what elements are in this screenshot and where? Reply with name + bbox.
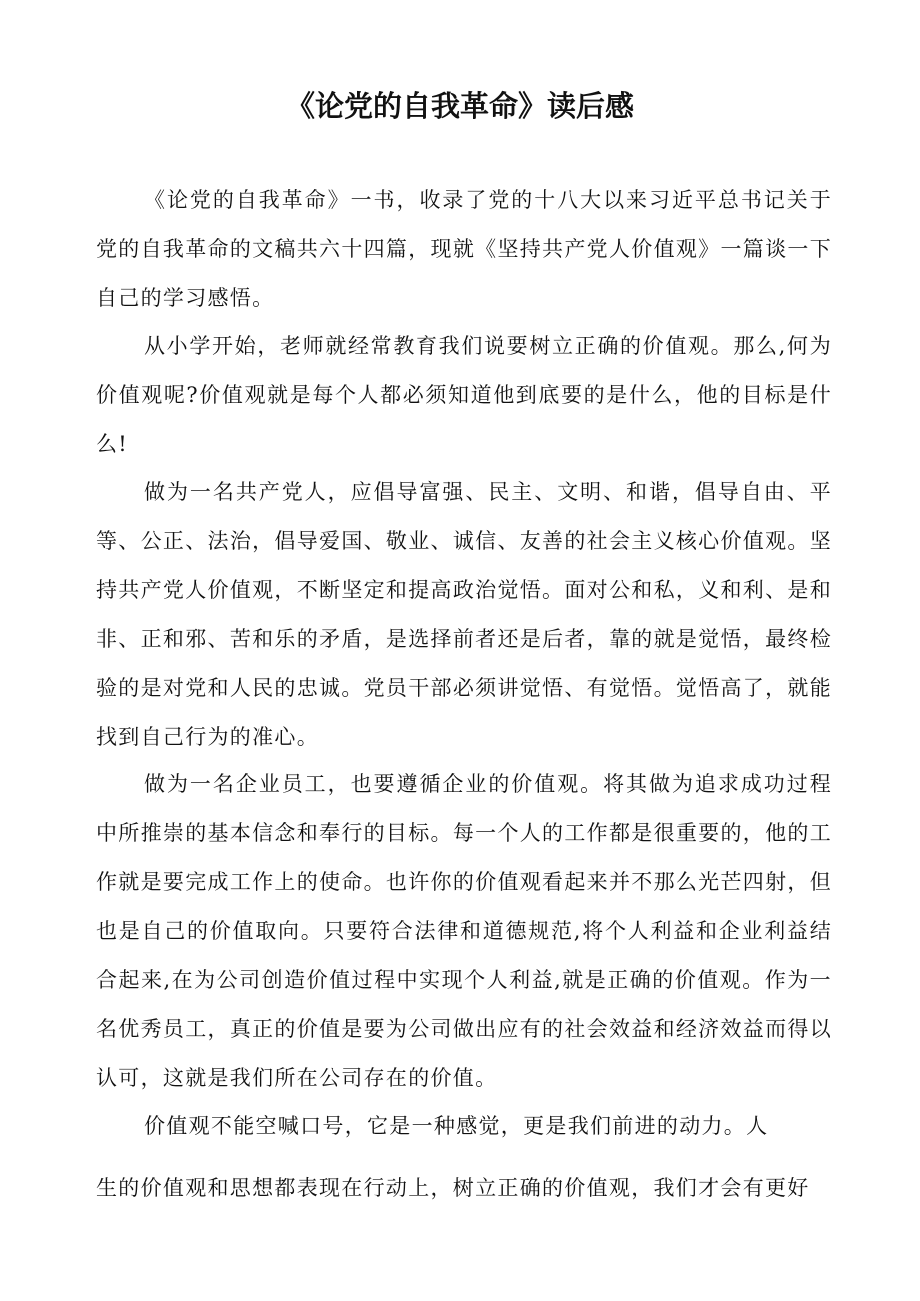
paragraph-2: 从小学开始，老师就经常教育我们说要树立正确的价值观。那么,何为价值观呢?价值观就是每个人都必须知道他到底要的是什么，他的目标是什么! — [96, 334, 832, 456]
paragraph-6: 生的价值观和思想都表现在行动上，树立正确的价值观，我们才会有更好 — [96, 1176, 810, 1200]
paragraph-1: 《论党的自我革命》一书，收录了党的十八大以来习近平总书记关于党的自我革命的文稿共六十四篇，现就《坚持共产党人价值观》一篇谈一下自己的学习感悟。 — [96, 188, 832, 310]
document-title: 《论党的自我革命》读后感 — [285, 89, 634, 123]
paragraph-4: 做为一名企业员工，也要遵循企业的价值观。将其做为追求成功过程中所推崇的基本信念和奉行的目标。每一个人的工作都是很重要的，他的工作就是要完成工作上的使命。也许你的价值观看起来并不那么光芒四射，但也是自己的价值取向。只要符合法律和道德规范,将个人利益和企业利益结合起来,在为公司创造价值过程中实现个人利益,就是正确的价值观。作为一名优秀员工，真正的价值是要为公司做出应有的社会效益和经济效益而得以认可，这就是我们所在公司存在的价值。 — [96, 772, 832, 1090]
paragraph-5: 价值观不能空喊口号，它是一种感觉，更是我们前进的动力。人 — [144, 1114, 769, 1138]
paragraph-3: 做为一名共产党人，应倡导富强、民主、文明、和谐，倡导自由、平等、公正、法治，倡导爱国、敬业、诚信、友善的社会主义核心价值观。坚持共产党人价值观，不断坚定和提高政治觉悟。面对公和私，义和利、是和非、正和邪、苦和乐的矛盾，是选择前者还是后者，靠的就是觉悟，最终检验的是对党和人民的忠诚。党员干部必须讲觉悟、有觉悟。觉悟高了，就能找到自己行为的准心。 — [96, 480, 832, 749]
